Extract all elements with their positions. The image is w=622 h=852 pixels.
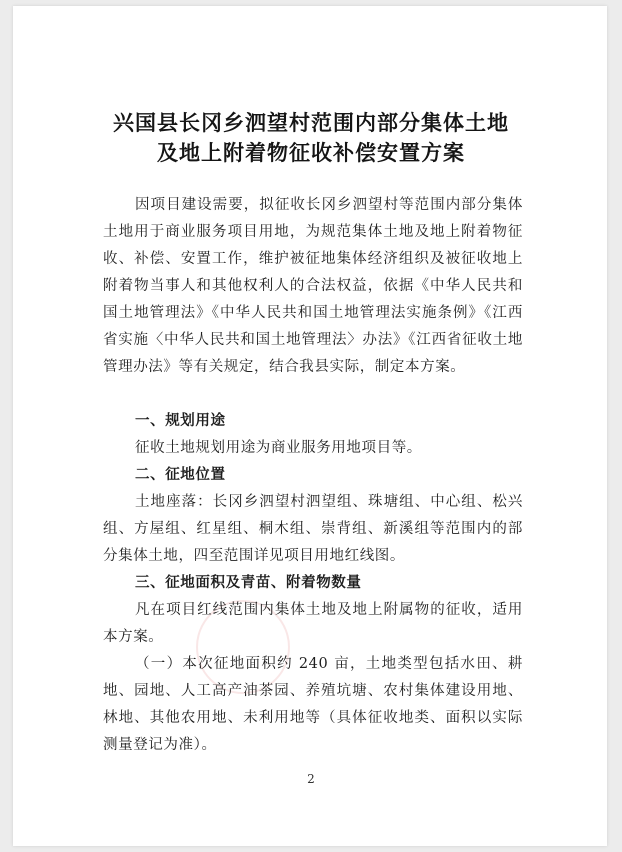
section-1-text: 征收土地规划用途为商业服务用地项目等。 (135, 440, 422, 456)
section-3-heading: 三、征地面积及青苗、附着物数量 (135, 575, 362, 591)
document-title-line-1: 兴国县长冈乡泗望村范围内部分集体土地 (113, 110, 509, 135)
section-3-item-1: （一）本次征地面积约 240 亩，土地类型包括水田、耕地、园地、人工高产油茶园、养殖坑塘、农村集体建设用地、林地、其他农用地、未利用地等（具体征收地类、面积以实际测量登记为准）。 (103, 656, 523, 753)
page-number: 2 (307, 772, 315, 786)
section-2-text: 土地座落：长冈乡泗望村泗望组、珠塘组、中心组、松兴组、方屋组、红星组、桐木组、崇背组、新溪组等范围内的部分集体土地，四至范围详见项目用地红线图。 (103, 494, 523, 564)
document-title-line-2: 及地上附着物征收补偿安置方案 (157, 140, 465, 165)
section-2-heading: 二、征地位置 (135, 467, 226, 483)
intro-paragraph: 因项目建设需要，拟征收长冈乡泗望村等范围内部分集体土地用于商业服务项目用地，为规范集体土地及地上附着物征收、补偿、安置工作，维护被征地集体经济组织及被征收地上附着物当事人和其他权利人的合法权益，依据《中华人民共和国土地管理法》《中华人民共和国土地管理法实施条例》《江西省实施〈中华人民共和国土地管理法〉办法》《江西省征收土地管理办法》等有关规定，结合我县实际，制定本方案。 (103, 197, 523, 375)
section-3-text: 凡在项目红线范围内集体土地及地上附属物的征收，适用本方案。 (103, 602, 523, 645)
section-1-heading: 一、规划用途 (135, 413, 226, 429)
